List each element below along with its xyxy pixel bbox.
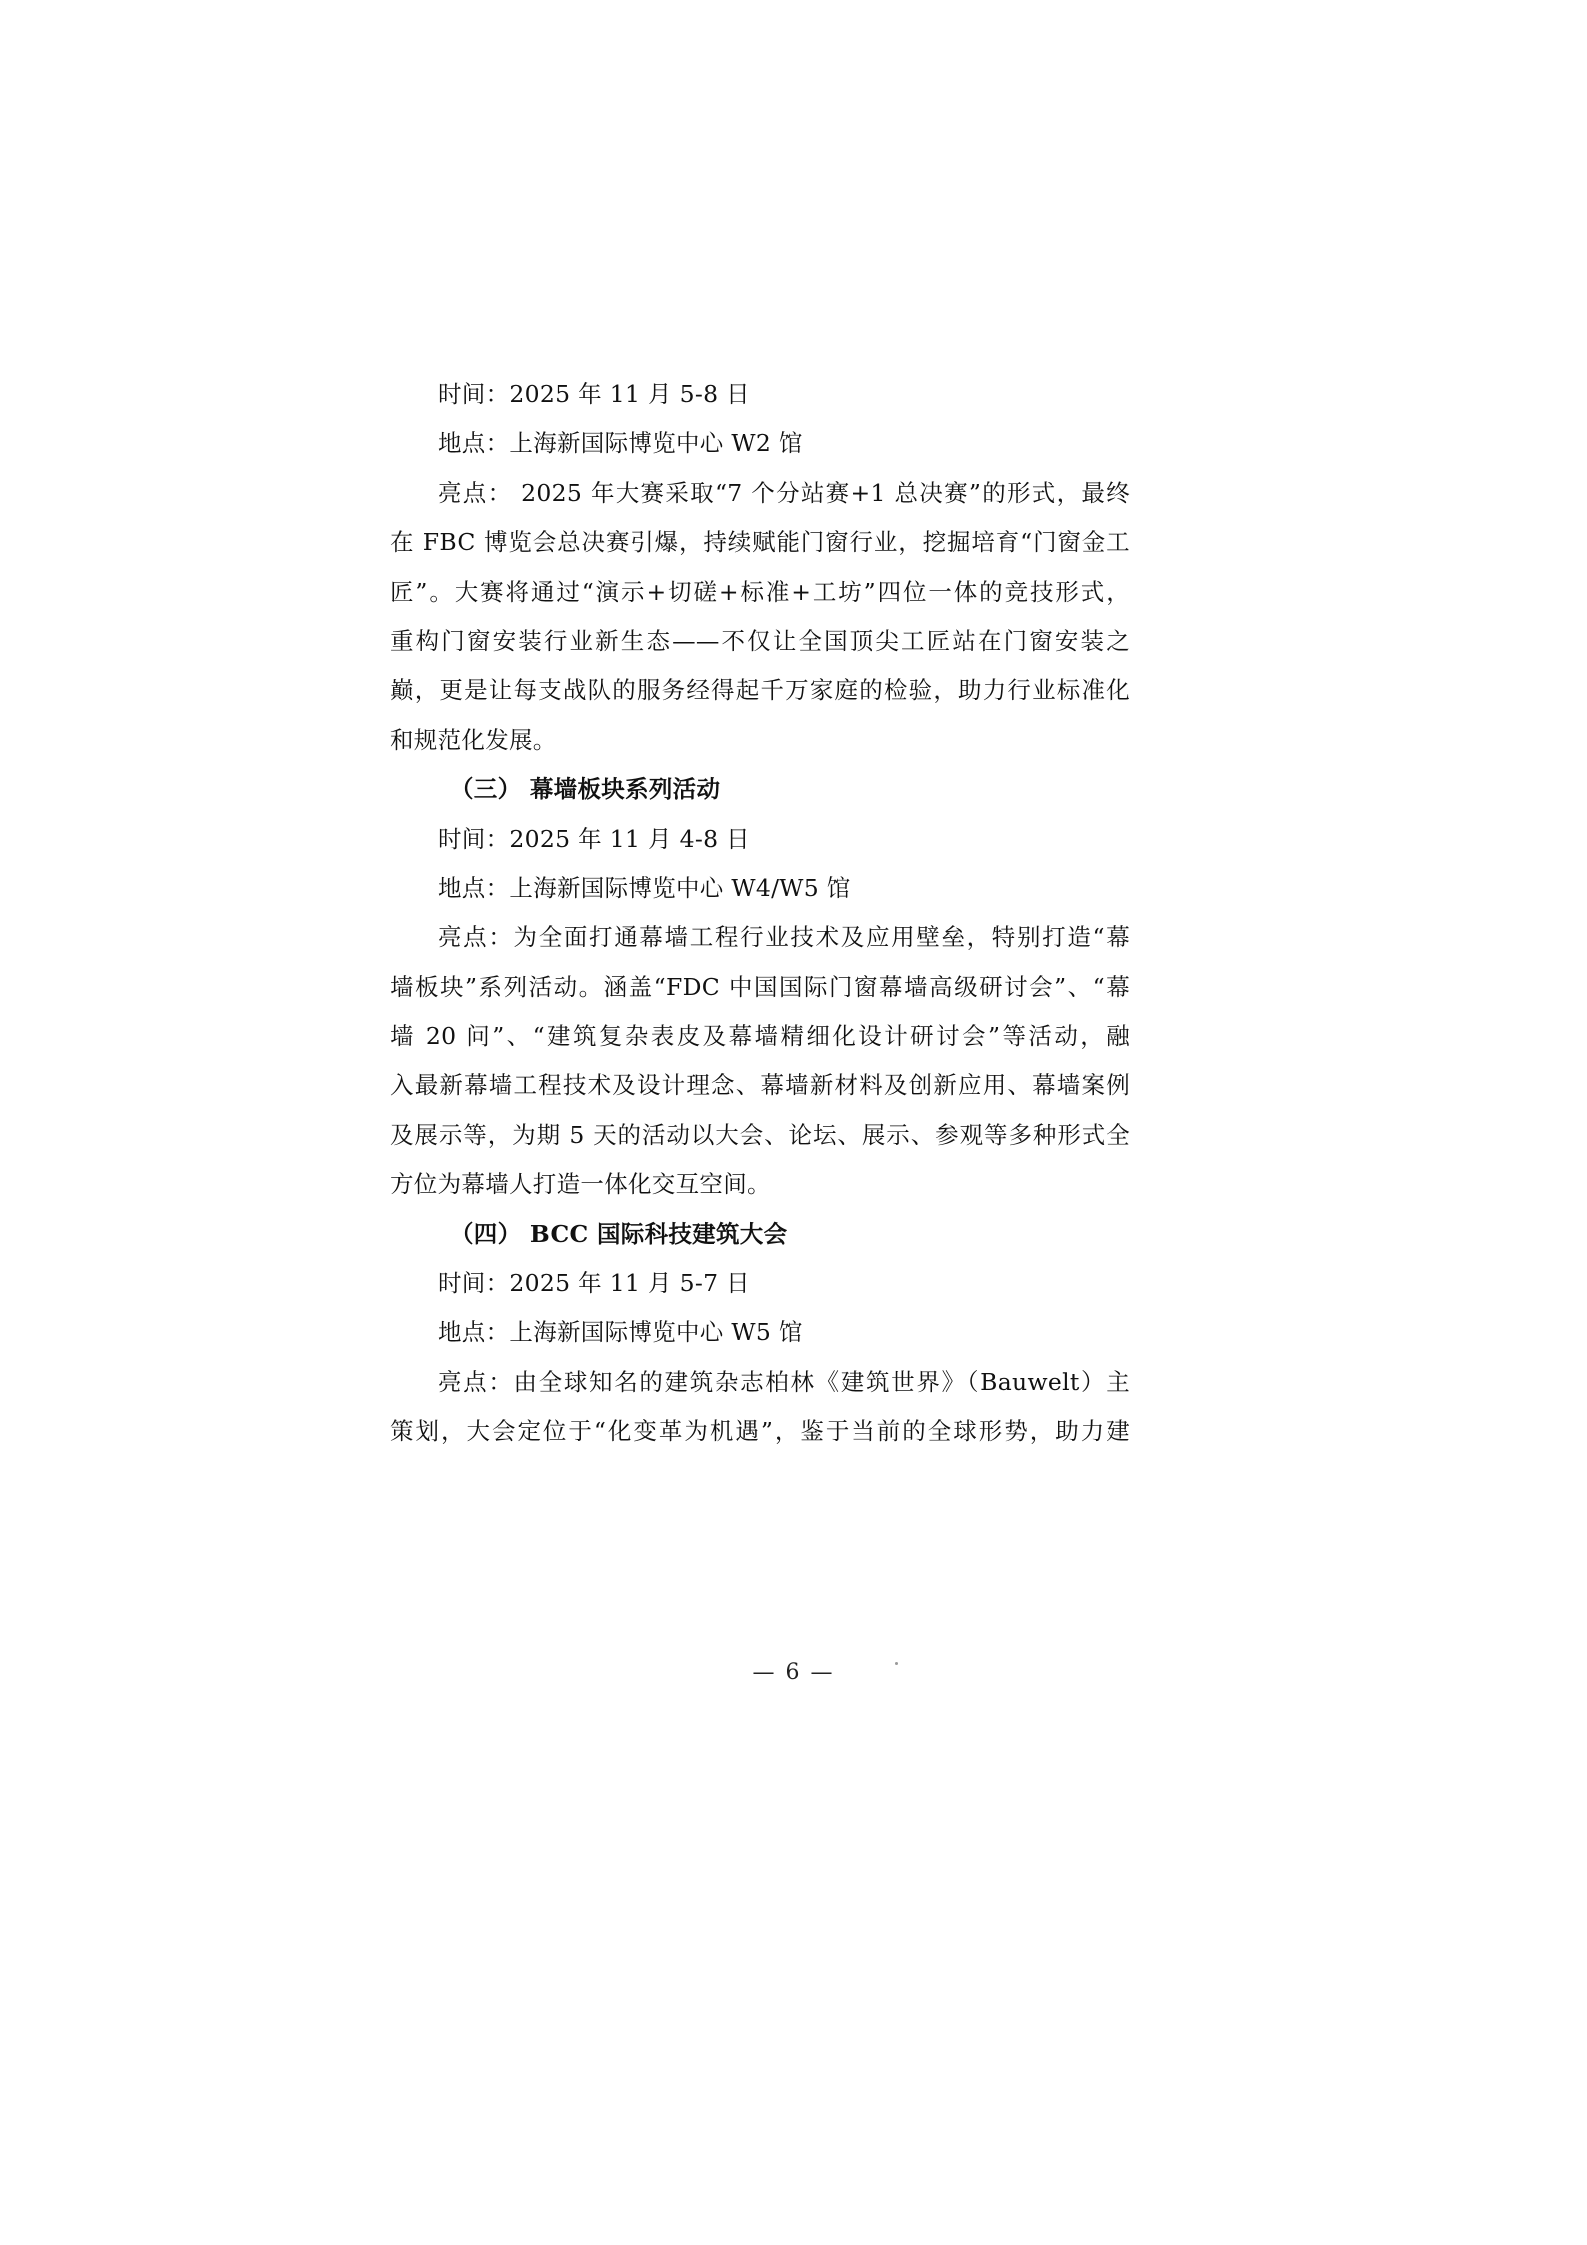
paragraph-line: 在 FBC 博览会总决赛引爆，持续赋能门窗行业，挖掘培育“门窗金工 bbox=[390, 528, 1130, 557]
paragraph-line: 巅，更是让每支战队的服务经得起千万家庭的检验，助力行业标准化 bbox=[390, 676, 1130, 705]
paragraph-line: 亮点：为全面打通幕墙工程行业技术及应用壁垒，特别打造“幕 bbox=[438, 923, 1130, 952]
location-line-1: 地点：上海新国际博览中心 W2 馆 bbox=[438, 429, 803, 458]
paragraph-line: 亮点： 2025 年大赛采取“7 个分站赛+1 总决赛”的形式，最终 bbox=[438, 478, 1130, 507]
paragraph-line: 及展示等，为期 5 天的活动以大会、论坛、展示、参观等多种形式全 bbox=[390, 1120, 1130, 1149]
scan-speck bbox=[895, 1662, 898, 1665]
location-line-2: 地点：上海新国际博览中心 W4/W5 馆 bbox=[438, 873, 851, 902]
paragraph-line: 方位为幕墙人打造一体化交互空间。 bbox=[390, 1170, 771, 1199]
body-text bbox=[390, 370, 1130, 1457]
location-line-3: 地点：上海新国际博览中心 W5 馆 bbox=[438, 1318, 803, 1347]
time-line-2: 时间：2025 年 11 月 4-8 日 bbox=[438, 824, 750, 853]
paragraph-line: 重构门窗安装行业新生态——不仅让全国顶尖工匠站在门窗安装之 bbox=[390, 626, 1130, 655]
page-number: — 6 — bbox=[752, 1660, 835, 1685]
paragraph-line: 匠”。大赛将通过“演示+切磋+标准+工坊”四位一体的竞技形式， bbox=[390, 577, 1130, 606]
paragraph-line: 策划，大会定位于“化变革为机遇”，鉴于当前的全球形势，助力建 bbox=[390, 1417, 1130, 1446]
paragraph-line: 亮点：由全球知名的建筑杂志柏林《建筑世界》（Bauwelt）主 bbox=[438, 1367, 1130, 1396]
paragraph-line: 入最新幕墙工程技术及设计理念、幕墙新材料及创新应用、幕墙案例 bbox=[390, 1071, 1130, 1100]
time-line-1: 时间：2025 年 11 月 5-8 日 bbox=[438, 380, 750, 408]
section-heading-3: （三） 幕墙板块系列活动 bbox=[450, 775, 721, 804]
section-heading-4: （四） BCC 国际科技建筑大会 bbox=[450, 1219, 788, 1248]
time-line-3: 时间：2025 年 11 月 5-7 日 bbox=[438, 1269, 750, 1298]
paragraph-line: 墙 20 问”、“建筑复杂表皮及幕墙精细化设计研讨会”等活动，融 bbox=[390, 1022, 1130, 1051]
paragraph-line: 墙板块”系列活动。涵盖“FDC 中国国际门窗幕墙高级研讨会”、“幕 bbox=[390, 972, 1130, 1001]
paragraph-line: 和规范化发展。 bbox=[390, 725, 557, 754]
